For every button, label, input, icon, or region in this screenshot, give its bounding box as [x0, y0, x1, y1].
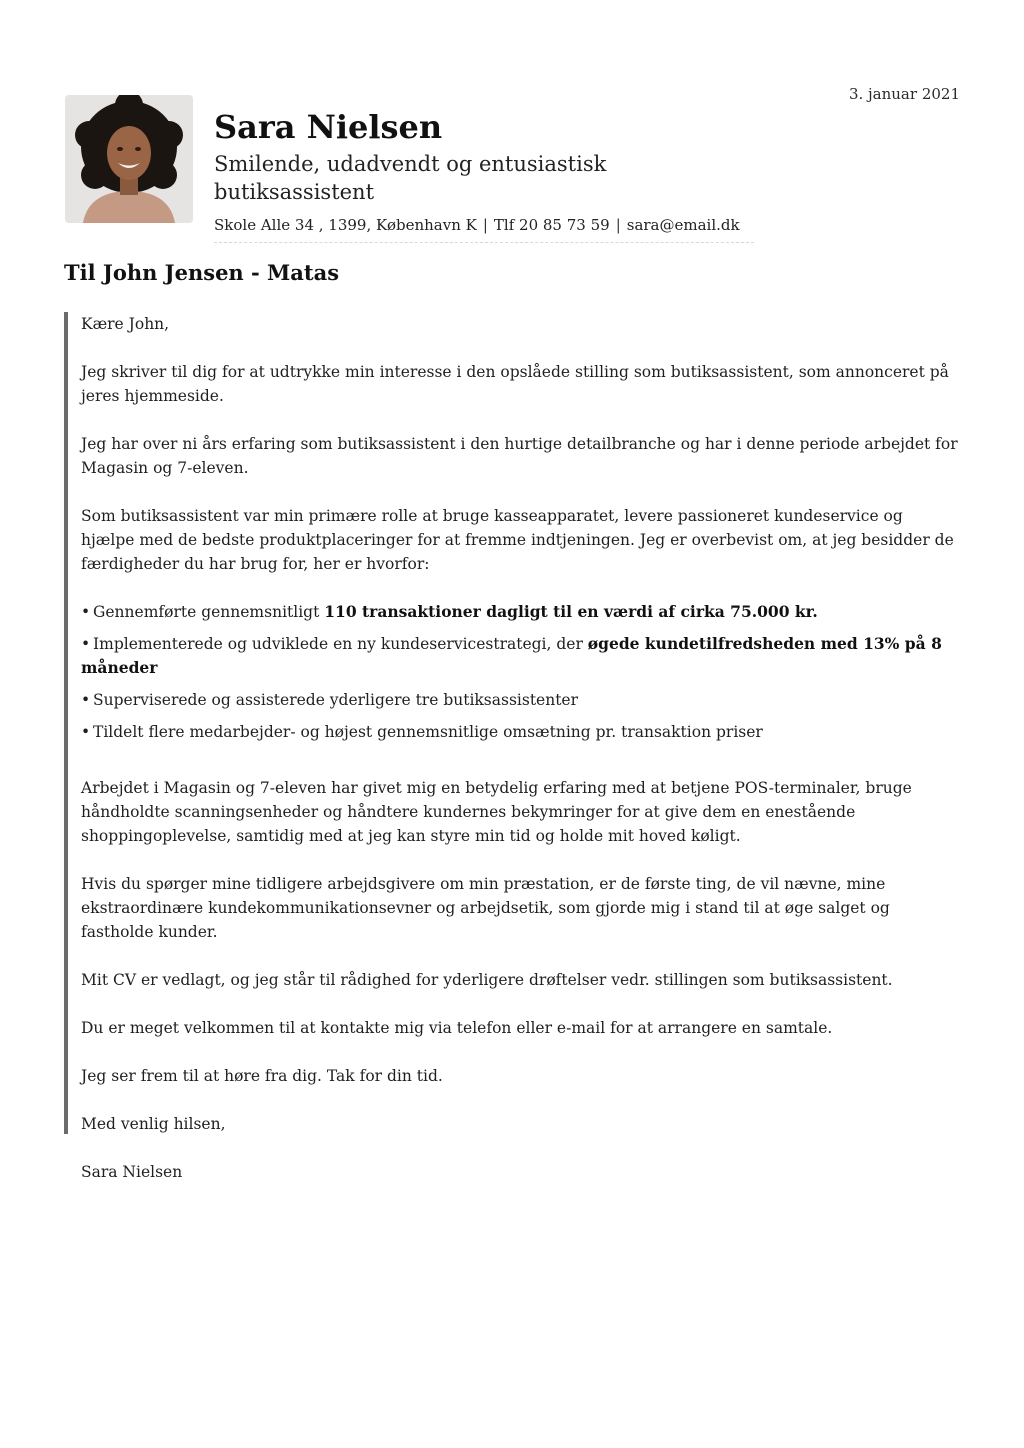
bullet: • — [81, 723, 91, 741]
contact-email: sara@email.dk — [626, 216, 740, 234]
list-item-text: Gennemførte gennemsnitligt — [93, 603, 325, 621]
list-item — [81, 632, 960, 680]
letter-greeting: Kære John, — [81, 315, 170, 333]
bullet: • — [81, 635, 91, 653]
contact-separator: | — [482, 216, 488, 234]
letter-paragraph: Som butiksassistent var min primære rolle at bruge kasseapparatet, levere passioneret kundeservice og hjælpe med de bedste produktplaceringer for at fremme indtjeningen. Jeg er overbevist om, at jeg besidder de færdigheder du har brug for, her er hvorfor: — [81, 507, 954, 573]
bullet: • — [81, 603, 91, 621]
list-item-highlight: øgede kundetilfredsheden med 13% på 8 måneder — [81, 634, 942, 677]
list-item — [81, 720, 960, 744]
letter-paragraph: Jeg skriver til dig for at udtrykke min interesse i den opslåede stilling som butiksassistent, som annonceret på jeres hjemmeside. — [81, 363, 949, 405]
letter-paragraph: Hvis du spørger mine tidligere arbejdsgivere om min præstation, er de første ting, de vil nævne, mine ekstraordinære kundekommunikationsevner og arbejdsetik, som gjorde mig i stand til at øge salget og fastholde kunder. — [81, 875, 890, 941]
letter-date: 3. januar 2021 — [848, 85, 960, 103]
letter-paragraph: Jeg ser frem til at høre fra dig. Tak for din tid. — [81, 1067, 443, 1085]
letter-paragraph: Arbejdet i Magasin og 7-eleven har givet mig en betydelig erfaring med at betjene POS-terminaler, bruge håndholdte scanningsenheder og håndtere kundernes bekymringer for at give dem en enestående shoppingoplevelse, samtidig med at jeg kan styre min tid og holde mit hoved køligt. — [81, 779, 912, 845]
list-item — [81, 688, 960, 712]
contact-line — [214, 214, 754, 243]
contact-address: Skole Alle 34 , 1399, København K — [214, 216, 477, 234]
profile-photo-icon — [65, 95, 193, 223]
header — [214, 108, 754, 243]
letter-paragraph: Jeg har over ni års erfaring som butiksassistent i den hurtige detailbranche og har i denne periode arbejdet for Magasin og 7-eleven. — [81, 435, 958, 477]
list-item-text: Superviserede og assisterede yderligere tre butiksassistenter — [93, 691, 579, 709]
list-item-highlight: 110 transaktioner dagligt til en værdi af cirka 75.000 kr. — [324, 602, 818, 621]
letter-signature: Sara Nielsen — [81, 1163, 183, 1181]
achievement-list — [81, 600, 960, 744]
letter-closing: Med venlig hilsen, — [81, 1115, 226, 1133]
list-item-text: Implementerede og udviklede en ny kundeservicestrategi, der — [93, 635, 588, 653]
recipient-heading: Til John Jensen - Matas — [64, 260, 340, 285]
list-item — [81, 600, 960, 624]
contact-phone: Tlf 20 85 73 59 — [493, 216, 610, 234]
letter-paragraph: Mit CV er vedlagt, og jeg står til rådighed for yderligere drøftelser vedr. stillingen som butiksassistent. — [81, 971, 893, 989]
applicant-tagline: Smilende, udadvendt og entusiastisk butiksassistent — [214, 152, 607, 204]
list-item-text: Tildelt flere medarbejder- og højest gennemsnitlige omsætning pr. transaktion priser — [93, 723, 763, 741]
contact-separator: | — [615, 216, 621, 234]
bullet: • — [81, 691, 91, 709]
applicant-name: Sara Nielsen — [214, 108, 443, 146]
profile-photo — [65, 95, 193, 223]
letter-body — [64, 312, 960, 1181]
letter-paragraph: Du er meget velkommen til at kontakte mig via telefon eller e-mail for at arrangere en samtale. — [81, 1019, 833, 1037]
